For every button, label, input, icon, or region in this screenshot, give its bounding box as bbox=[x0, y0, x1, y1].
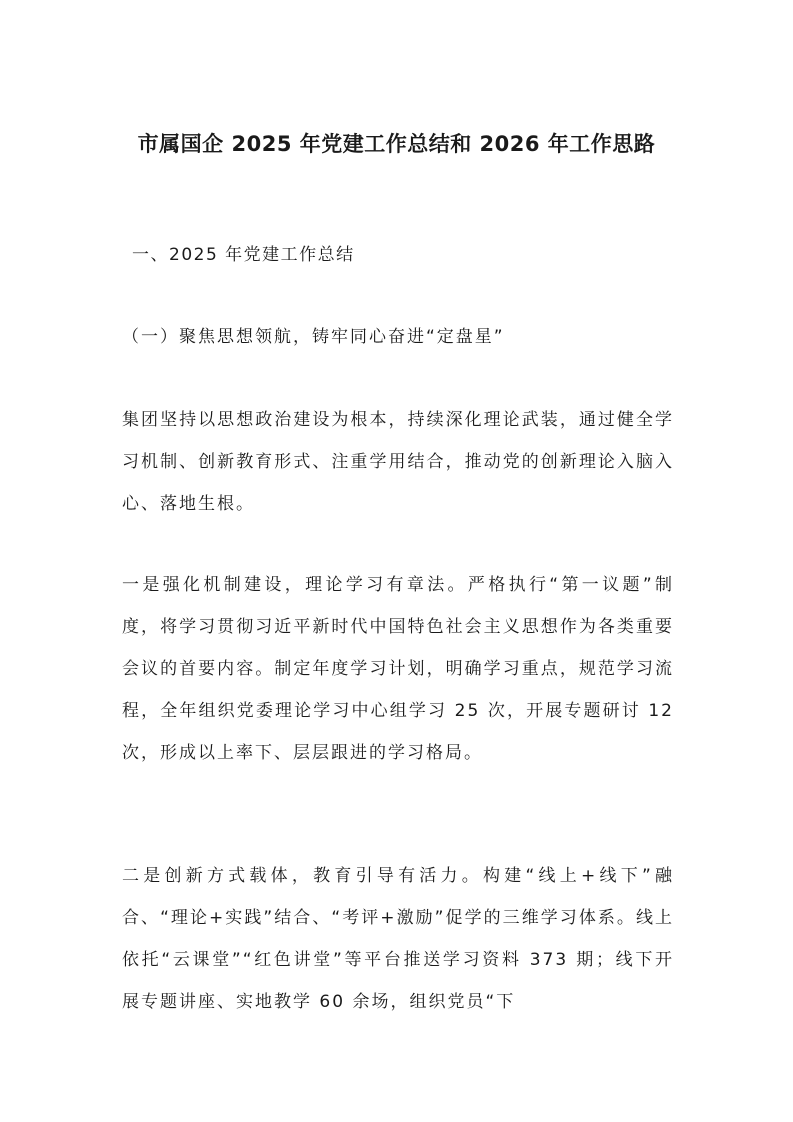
paragraph: 集团坚持以思想政治建设为根本，持续深化理论武装，通过健全学习机制、创新教育形式、注重学用结合，推动党的创新理论入脑入心、落地生根。 bbox=[122, 410, 674, 514]
document-title: 市属国企 2025 年党建工作总结和 2026 年工作思路 bbox=[137, 132, 656, 156]
section-heading: 一、2025 年党建工作总结 bbox=[132, 245, 355, 265]
paragraph: 二是创新方式载体，教育引导有活力。构建“线上+线下”融合、“理论+实践”结合、“考评+激励”促学的三维学习体系。线上依托“云课堂”“红色讲堂”等平台推送学习资料 373 期；线下开展专题讲座、实地教学 60 余场，组织党员“下 bbox=[122, 866, 674, 1012]
sub-heading: （一）聚焦思想领航，铸牢同心奋进“定盘星” bbox=[122, 327, 505, 347]
paragraph: 一是强化机制建设，理论学习有章法。严格执行“第一议题”制度，将学习贯彻习近平新时代中国特色社会主义思想作为各类重要会议的首要内容。制定年度学习计划，明确学习重点，规范学习流程，全年组织党委理论学习中心组学习 25 次，开展专题研讨 12 次，形成以上率下、层层跟进的学习格局。 bbox=[122, 575, 674, 763]
